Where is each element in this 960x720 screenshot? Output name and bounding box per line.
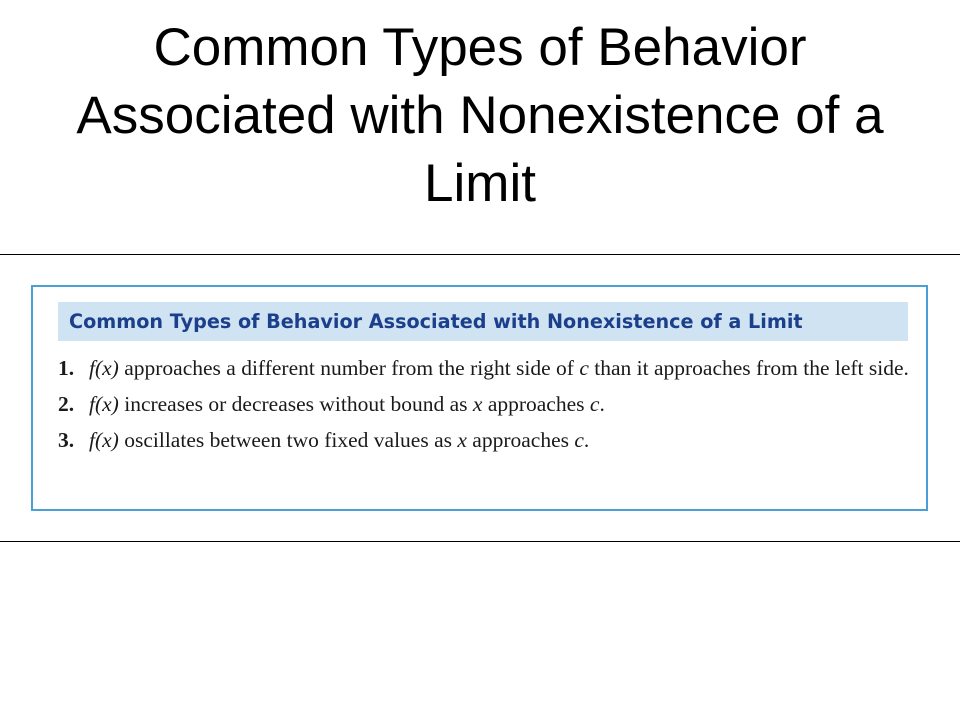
bottom-divider [0,541,960,542]
variable-x: x [472,392,483,416]
slide-title [0,14,960,218]
list-item [58,353,918,384]
item-number: 3. [58,428,75,452]
behavior-list [58,353,918,456]
box-heading: Common Types of Behavior Associated with Nonexistence of a Limit [58,302,908,341]
function-notation: f(x) [89,356,119,380]
definition-box [31,285,928,511]
function-notation: f(x) [89,392,119,416]
slide-title-line: Common Types of Behavior [153,18,807,77]
item-text: approaches [482,392,590,416]
top-divider [0,254,960,255]
slide-title-line: Associated with Nonexistence of a [76,86,884,145]
item-text: than it approaches from the left side. [588,356,909,380]
item-text: increases or decreases without bound as [118,392,473,416]
item-text: . [583,428,590,452]
function-notation: f(x) [89,428,119,452]
list-item [58,425,918,456]
variable-c: c [589,392,600,416]
item-text: . [599,392,605,416]
item-text: oscillates between two fixed values as [118,428,458,452]
variable-c: c [574,428,584,452]
list-item [58,389,918,420]
variable-c: c [579,356,589,380]
item-number: 2. [58,392,75,416]
variable-x: x [457,428,467,452]
item-number: 1. [58,356,75,380]
item-text: approaches [466,428,575,452]
slide-title-line: Limit [424,154,536,213]
item-text: approaches a different number from the right side of [118,356,580,380]
